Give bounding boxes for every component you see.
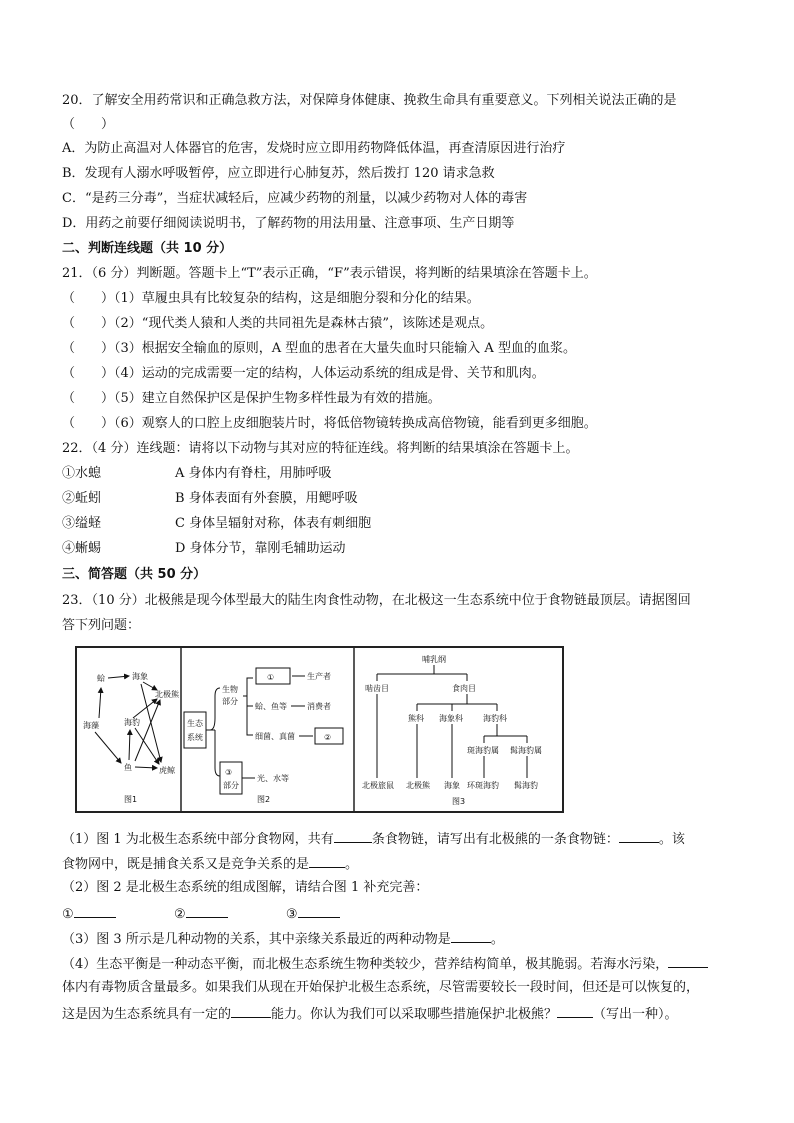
q23-part1 bbox=[62, 829, 685, 849]
q23-part1-text: 。该 bbox=[658, 832, 685, 847]
fig2-producer: 生产者 bbox=[307, 672, 331, 681]
fig2-box2: ② bbox=[324, 733, 332, 742]
q23-figures bbox=[75, 646, 564, 813]
blank-label: ③ bbox=[285, 907, 298, 922]
q20-option-a: A．为防止高温对人体器官的危害，发烧时应立即用药物降低体温，再查清原因进行治疗 bbox=[62, 141, 566, 156]
q20-option-c: C．“是药三分毒”，当症状减轻后，应减少药物的剂量，以减少药物对人体的毒害 bbox=[62, 191, 528, 206]
q23-part4-text: 这是因为生态系统具有一定的 bbox=[62, 1007, 232, 1022]
answer-blank[interactable] bbox=[668, 954, 708, 968]
q23-part2-blanks bbox=[62, 904, 340, 924]
fig3-genus1: 斑海豹属 bbox=[467, 746, 499, 755]
q23-part4 bbox=[62, 954, 708, 974]
answer-blank[interactable] bbox=[186, 904, 228, 918]
answer-blank[interactable] bbox=[231, 1004, 271, 1018]
q21-item: （ ）（1）草履虫具有比较复杂的结构，这是细胞分裂和分化的结果。 bbox=[62, 291, 480, 306]
q22-animal: ④蜥蜴 bbox=[62, 541, 102, 556]
q22-animal: ②蚯蚓 bbox=[62, 491, 102, 506]
q23-part4-end bbox=[62, 1004, 678, 1024]
fig1-node-orca: 虎鲸 bbox=[159, 766, 175, 775]
blank-label: ② bbox=[173, 907, 186, 922]
section3-title: 三、简答题（共 50 分） bbox=[62, 567, 207, 582]
fig2-consumer: 消费者 bbox=[307, 702, 331, 711]
fig3-order2: 食肉目 bbox=[452, 684, 476, 693]
q22-animal: ③缢蛏 bbox=[62, 516, 102, 531]
fig1-node-algae: 海藻 bbox=[83, 721, 99, 730]
answer-blank[interactable] bbox=[557, 1004, 593, 1018]
fig2-bio-2: 部分 bbox=[222, 697, 238, 706]
q22-trait: C 身体呈辐射对称，体表有刺细胞 bbox=[175, 516, 372, 531]
fig3-family1: 熊科 bbox=[408, 714, 424, 723]
figures-svg bbox=[77, 648, 562, 811]
fig3-genus2: 髯海豹属 bbox=[510, 746, 542, 755]
fig3-species: 环斑海豹 bbox=[467, 781, 499, 790]
q22-trait: B 身体表面有外套膜，用鳃呼吸 bbox=[175, 491, 358, 506]
q21-item: （ ）（3）根据安全输血的原则，A 型血的患者在大量失血时只能输入 A 型血的血浆。 bbox=[62, 341, 576, 356]
fig3-family2: 海象科 bbox=[439, 714, 463, 723]
fig1-node-seal: 海豹 bbox=[124, 718, 140, 727]
figure2-ecosystem bbox=[184, 668, 343, 804]
q22-animal: ①水螅 bbox=[62, 466, 102, 481]
section2-title: 二、判断连线题（共 10 分） bbox=[62, 241, 233, 256]
fig3-species: 髯海豹 bbox=[514, 781, 538, 790]
fig2-root-2: 系统 bbox=[187, 733, 203, 742]
q23-part4-text: 能力。你认为我们可以采取哪些措施保护北极熊？ bbox=[271, 1007, 558, 1022]
q23-part1-text: 食物网中，既是捕食关系又是竞争关系的是 bbox=[62, 857, 310, 872]
fig3-species: 北极旅鼠 bbox=[362, 781, 394, 790]
q22-stem: 22．（4 分）连线题：请将以下动物与其对应的特征连线。将判断的结果填涂在答题卡上。 bbox=[62, 441, 579, 456]
answer-blank[interactable] bbox=[309, 854, 345, 868]
q23-part4-text: （4）生态平衡是一种动态平衡，而北极生态系统生物种类较少，营养结构简单，极其脆弱。若海水污染， bbox=[62, 957, 669, 972]
fig2-box3: ③ bbox=[225, 768, 233, 777]
fig1-node-fish: 鱼 bbox=[124, 763, 132, 772]
fig2-nonbio: 部分 bbox=[223, 781, 239, 790]
answer-blank[interactable] bbox=[619, 829, 659, 843]
fig3-order1: 啮齿目 bbox=[365, 684, 389, 693]
q20-option-d: D．用药之前要仔细阅读说明书，了解药物的用法用量、注意事项、生产日期等 bbox=[62, 216, 515, 231]
q21-item: （ ）（5）建立自然保护区是保护生物多样性最为有效的措施。 bbox=[62, 391, 441, 406]
fig3-caption: 图3 bbox=[452, 797, 466, 806]
fig2-consumer-src: 蛤、鱼等 bbox=[255, 702, 287, 711]
fig2-bio-1: 生物 bbox=[222, 685, 238, 694]
q20-stem: 20．了解安全用药常识和正确急救方法，对保障身体健康、挽救生命具有重要意义。下列相关说法正确的是 bbox=[62, 93, 677, 108]
fig3-species: 北极熊 bbox=[406, 781, 430, 790]
figure1-food-web bbox=[83, 671, 180, 804]
q21-item: （ ）（6）观察人的口腔上皮细胞装片时，将低倍物镜转换成高倍物镜，能看到更多细胞。 bbox=[62, 416, 597, 431]
q23-part1-cont bbox=[62, 854, 358, 874]
q23-part1-text: （1）图 1 为北极生态系统中部分食物网，共有 bbox=[62, 832, 334, 847]
blank-label: ① bbox=[62, 907, 74, 922]
q23-stem: 23．（10 分）北极熊是现今体型最大的陆生肉食性动物，在北极这一生态系统中位于食物链最顶层。请据图回 bbox=[62, 593, 691, 608]
q22-trait: A 身体内有脊柱，用肺呼吸 bbox=[175, 466, 332, 481]
fig1-caption: 图1 bbox=[124, 795, 138, 804]
fig2-abiotic: 光、水等 bbox=[257, 774, 289, 783]
q23-part3 bbox=[62, 929, 504, 949]
fig1-node-walrus: 海象 bbox=[132, 672, 148, 681]
q20-option-b: B．发现有人溺水呼吸暂停，应立即进行心肺复苏，然后拨打 120 请求急救 bbox=[62, 166, 495, 181]
fig2-caption: 图2 bbox=[257, 795, 271, 804]
fig2-root-1: 生态 bbox=[187, 719, 203, 728]
q20-paren: （ ） bbox=[62, 117, 115, 132]
q23-part4-cont: 体内有毒物质含量最多。如果我们从现在开始保护北极生态系统，尽管需要较长一段时间，但还是可以恢复的， bbox=[62, 980, 700, 995]
fig1-node-polar-bear: 北极熊 bbox=[155, 690, 179, 699]
fig3-class: 哺乳纲 bbox=[422, 655, 446, 664]
fig2-box1: ① bbox=[267, 673, 275, 682]
q23-part1-text: 。 bbox=[345, 857, 359, 872]
q23-part1-text: 条食物链，请写出有北极熊的一条食物链： bbox=[371, 832, 619, 847]
q23-part2: （2）图 2 是北极生态系统的组成图解，请结合图 1 补充完善： bbox=[62, 880, 429, 895]
q21-item: （ ）（2）“现代类人猿和人类的共同祖先是森林古猿”，该陈述是观点。 bbox=[62, 316, 494, 331]
fig3-species: 海象 bbox=[444, 781, 460, 790]
q23-part4-text: （写出一种）。 bbox=[593, 1007, 678, 1022]
figure3-classification bbox=[362, 654, 542, 806]
answer-blank[interactable] bbox=[74, 904, 116, 918]
answer-blank[interactable] bbox=[334, 829, 372, 843]
fig3-family3: 海豹科 bbox=[483, 714, 507, 723]
q21-item: （ ）（4）运动的完成需要一定的结构，人体运动系统的组成是骨、关节和肌肉。 bbox=[62, 366, 545, 381]
q21-stem: 21．（6 分）判断题。答题卡上“T”表示正确，“F”表示错误，将判断的结果填涂在答题卡上。 bbox=[62, 266, 597, 281]
q23-part3-text: （3）图 3 所示是几种动物的关系，其中亲缘关系最近的两种动物是 bbox=[62, 932, 451, 947]
q23-part3-text: 。 bbox=[490, 932, 504, 947]
fig1-node-clam: 蛤 bbox=[97, 674, 105, 683]
answer-blank[interactable] bbox=[451, 929, 491, 943]
answer-blank[interactable] bbox=[298, 904, 340, 918]
q22-trait: D 身体分节，靠刚毛辅助运动 bbox=[175, 541, 346, 556]
fig2-decomposer-src: 细菌、真菌 bbox=[255, 732, 295, 741]
q23-stem-cont: 答下列问题： bbox=[62, 618, 141, 633]
